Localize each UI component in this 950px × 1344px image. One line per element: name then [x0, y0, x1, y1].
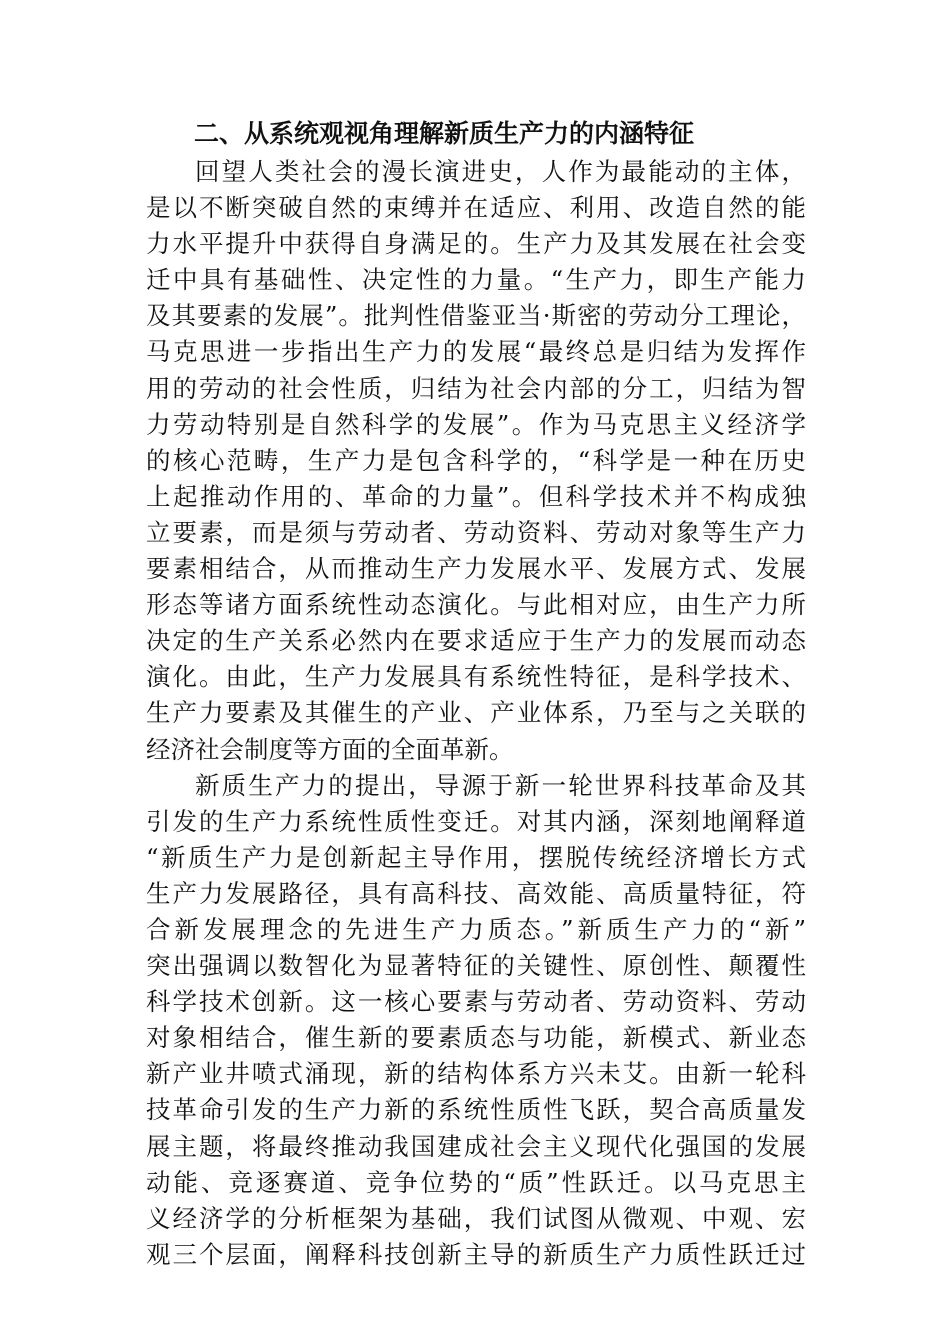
text-line: “新质生产力是创新起主导作用，摆脱传统经济增长方式 [146, 842, 806, 872]
text-line: 迁中具有基础性、决定性的力量。“生产力，即生产能力 [146, 265, 806, 295]
text-line: 是以不断突破自然的束缚并在适应、利用、改造自然的能 [146, 193, 806, 223]
text-line: 生产力发展路径，具有高科技、高效能、高质量特征，符 [146, 878, 806, 908]
text-line: 引发的生产力系统性质性变迁。对其内涵，深刻地阐释道 [146, 806, 806, 836]
text-line: 新质生产力的提出，导源于新一轮世界科技革命及其 [195, 770, 806, 800]
text-line: 回望人类社会的漫长演进史，人作为最能动的主体， [195, 157, 806, 186]
text-line: 用的劳动的社会性质，归结为社会内部的分工，归结为智 [146, 373, 806, 403]
text-line: 上起推动作用的、革命的力量”。但科学技术并不构成独 [146, 481, 806, 511]
paragraph-1 [146, 154, 806, 768]
text-line: 技革命引发的生产力新的系统性质性飞跃，契合高质量发 [146, 1095, 806, 1125]
text-line: 展主题，将最终推动我国建成社会主义现代化强国的发展 [146, 1131, 806, 1161]
text-line: 科学技术创新。这一核心要素与劳动者、劳动资料、劳动 [146, 987, 806, 1017]
text-line: 形态等诸方面系统性动态演化。与此相对应，由生产力所 [146, 590, 806, 620]
text-line: 义经济学的分析框架为基础，我们试图从微观、中观、宏 [146, 1203, 806, 1233]
document-page [146, 114, 806, 1273]
text-line: 演化。由此，生产力发展具有系统性特征，是科学技术、 [146, 662, 806, 692]
text-line: 及其要素的发展”。批判性借鉴亚当·斯密的劳动分工理论， [146, 301, 806, 331]
text-line: 决定的生产关系必然内在要求适应于生产力的发展而动态 [146, 626, 806, 656]
text-line: 合新发展理念的先进生产力质态。”新质生产力的“新” [146, 914, 806, 944]
text-line: 的核心范畴，生产力是包含科学的，“科学是一种在历史 [146, 445, 806, 475]
text-line: 对象相结合，催生新的要素质态与功能，新模式、新业态 [146, 1023, 806, 1053]
text-line: 力劳动特别是自然科学的发展”。作为马克思主义经济学 [146, 409, 806, 439]
text-line: 力水平提升中获得自身满足的。生产力及其发展在社会变 [146, 229, 806, 259]
section-heading: 二、从系统观视角理解新质生产力的内涵特征 [194, 119, 695, 148]
paragraph-2 [146, 768, 806, 1273]
text-line: 要素相结合，从而推动生产力发展水平、发展方式、发展 [146, 554, 806, 584]
text-line: 立要素，而是须与劳动者、劳动资料、劳动对象等生产力 [146, 517, 806, 547]
text-line: 经济社会制度等方面的全面革新。 [146, 734, 514, 764]
text-line: 新产业井喷式涌现，新的结构体系方兴未艾。由新一轮科 [146, 1059, 806, 1089]
text-line: 生产力要素及其催生的产业、产业体系，乃至与之关联的 [146, 698, 806, 728]
text-line: 突出强调以数智化为显著特征的关键性、原创性、颠覆性 [146, 951, 806, 981]
text-line: 马克思进一步指出生产力的发展“最终总是归结为发挥作 [146, 337, 806, 367]
text-line: 动能、竞逐赛道、竞争位势的“质”性跃迁。以马克思主 [146, 1167, 806, 1197]
text-line: 观三个层面，阐释科技创新主导的新质生产力质性跃迁过 [146, 1239, 806, 1269]
